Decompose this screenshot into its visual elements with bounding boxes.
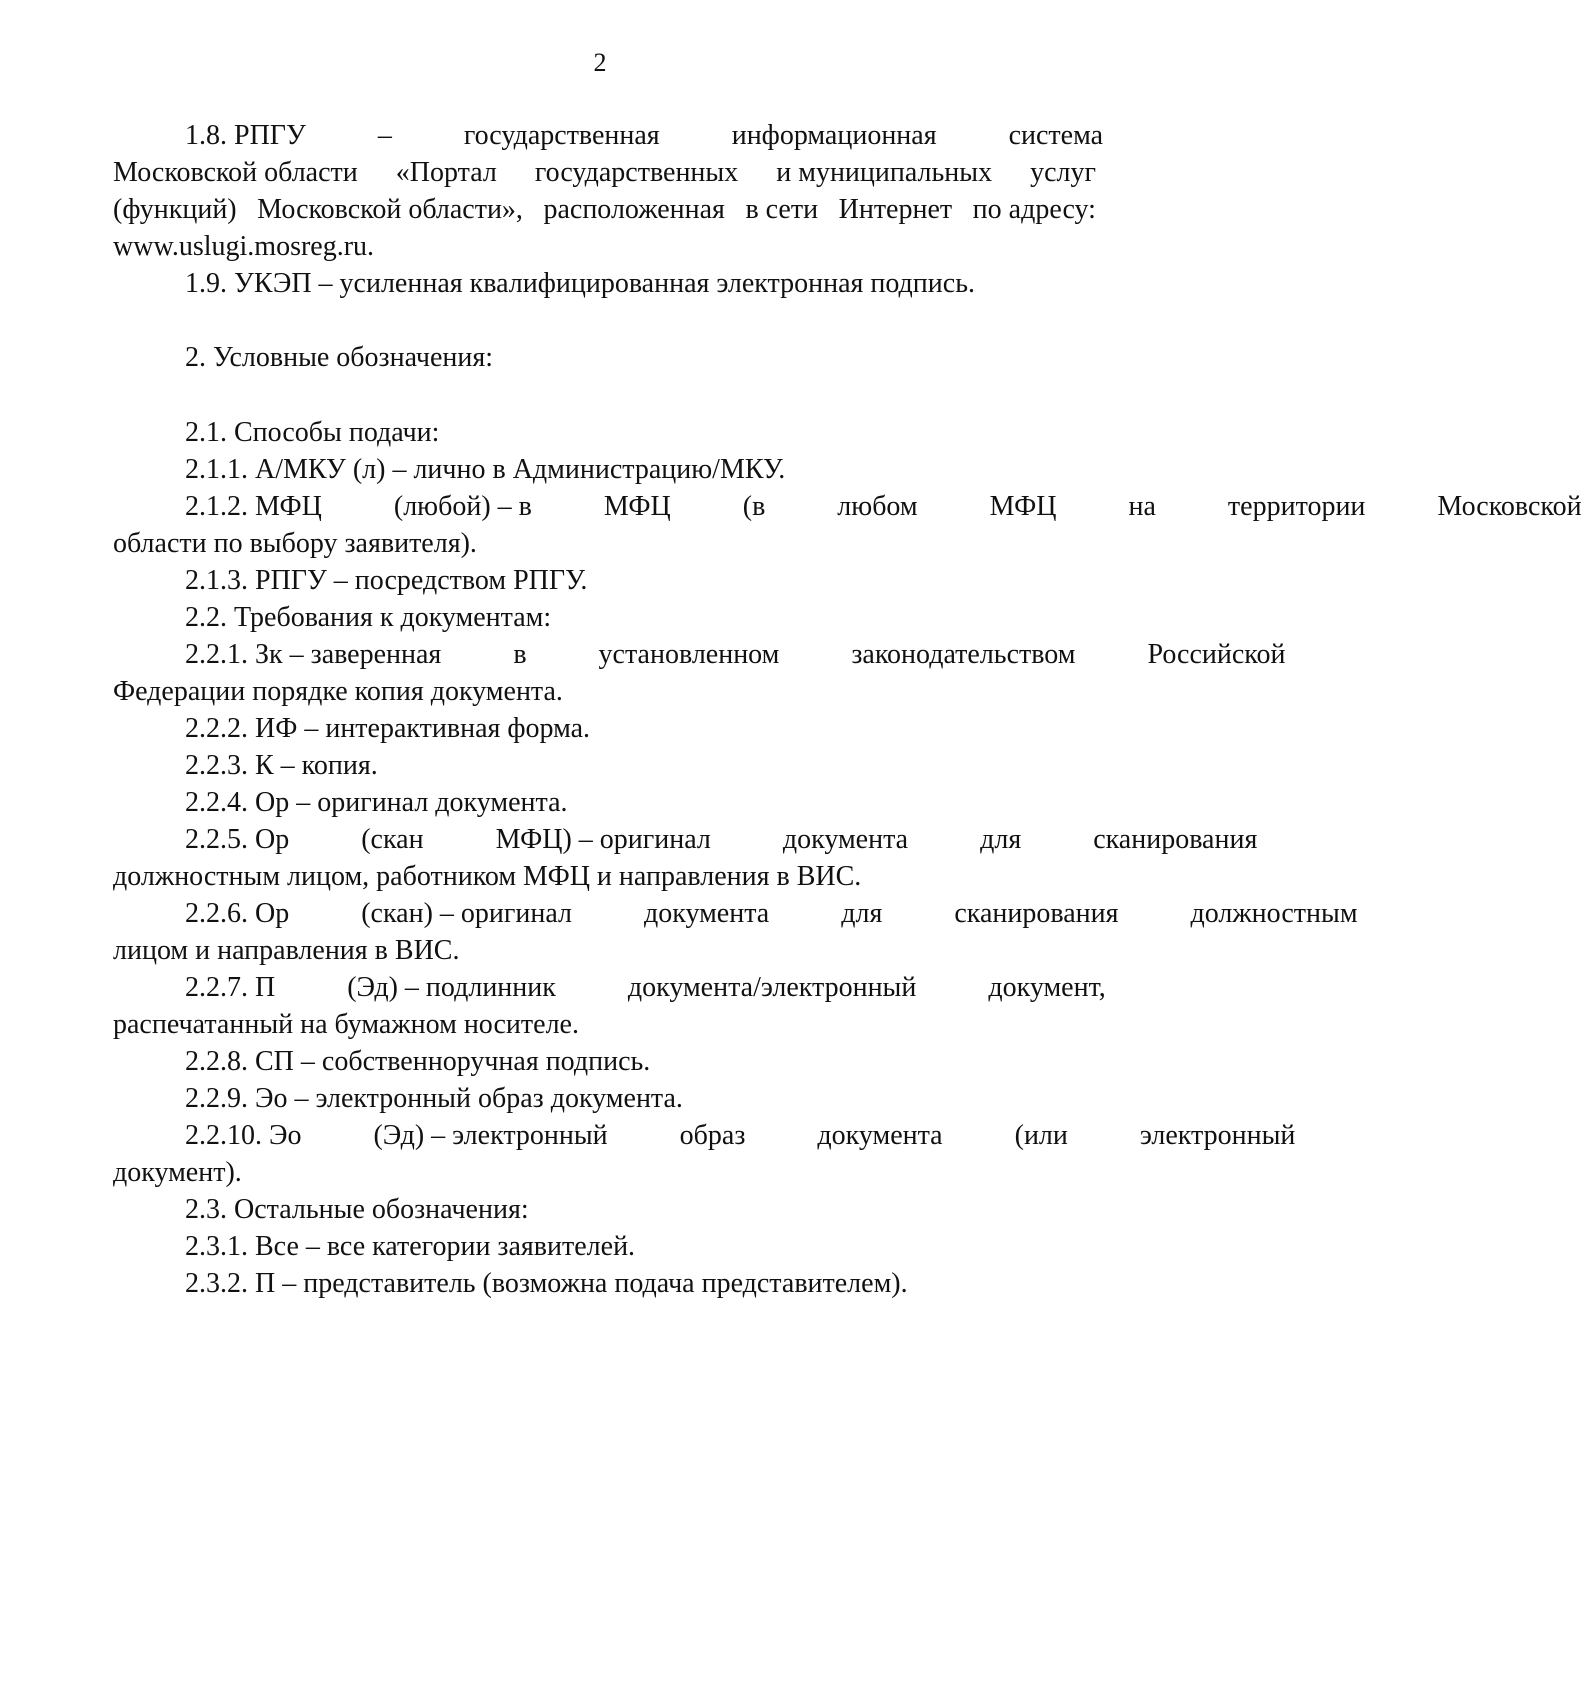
item-2-2-1-line2: Федерации порядке копия документа.: [113, 676, 563, 707]
item-2-2-7-line2: распечатанный на бумажном носителе.: [113, 1009, 579, 1040]
item-2-2-1-line1: 2.2.1. Зк – заверенная в установленном законодательством Российской: [185, 639, 1286, 670]
item-2-2-5: [113, 821, 1258, 895]
p18-line2: Московской области «Портал государственных и муниципальных услуг: [113, 157, 1096, 188]
item-2-2-6: [113, 895, 1358, 969]
item-2-2-10-line2: документ).: [113, 1157, 242, 1188]
section-2-1-heading: 2.1. Способы подачи:: [185, 417, 440, 448]
section-2-3-heading: 2.3. Остальные обозначения:: [185, 1194, 529, 1225]
item-2-1-2: [113, 488, 1582, 562]
p18-line3: (функций) Московской области», расположенная в сети Интернет по адресу:: [113, 194, 1096, 225]
item-2-3-2: 2.3.2. П – представитель (возможна подача представителем).: [185, 1268, 908, 1299]
p18-line1: 1.8. РПГУ – государственная информационная система: [185, 120, 1104, 151]
item-2-2-9: 2.2.9. Эо – электронный образ документа.: [185, 1083, 683, 1114]
item-2-2-5-line1: 2.2.5. Ор (скан МФЦ) – оригинал документа для сканирования: [185, 824, 1258, 855]
item-2-2-2: 2.2.2. ИФ – интерактивная форма.: [185, 713, 591, 744]
item-2-1-1: 2.1.1. А/МКУ (л) – лично в Администрацию/МКУ.: [185, 454, 786, 485]
item-2-2-6-line1: 2.2.6. Ор (скан) – оригинал документа для сканирования должностным: [185, 898, 1358, 929]
p18-line4: www.uslugi.mosreg.ru.: [113, 231, 375, 262]
page-number: 2: [593, 48, 607, 77]
item-2-2-1: [113, 636, 1286, 710]
item-2-1-2-line1: 2.1.2. МФЦ (любой) – в МФЦ (в любом МФЦ на территории Московской: [185, 491, 1582, 522]
item-2-2-3: 2.2.3. К – копия.: [185, 750, 378, 781]
item-2-2-10-line1: 2.2.10. Эо (Эд) – электронный образ документа (или электронный: [185, 1120, 1296, 1151]
item-2-3-1: 2.3.1. Все – все категории заявителей.: [185, 1231, 636, 1262]
item-2-2-5-line2: должностным лицом, работником МФЦ и направления в ВИС.: [113, 861, 862, 892]
paragraph-1-9: 1.9. УКЭП – усиленная квалифицированная электронная подпись.: [185, 268, 975, 299]
item-2-2-4: 2.2.4. Ор – оригинал документа.: [185, 787, 568, 818]
paragraph-1-8: [113, 117, 1104, 265]
item-2-2-7: [113, 969, 1106, 1043]
item-2-2-7-line1: 2.2.7. П (Эд) – подлинник документа/электронный документ,: [185, 972, 1106, 1003]
spacer: [113, 302, 1096, 339]
section-2-2-heading: 2.2. Требования к документам:: [185, 602, 552, 633]
item-2-2-10: [113, 1117, 1296, 1191]
section-2-heading: 2. Условные обозначения:: [185, 342, 494, 373]
item-2-2-8: 2.2.8. СП – собственноручная подпись.: [185, 1046, 651, 1077]
item-2-1-2-line2: области по выбору заявителя).: [113, 528, 477, 559]
item-2-2-6-line2: лицом и направления в ВИС.: [113, 935, 460, 966]
document-body: [113, 117, 1582, 1302]
item-2-1-3: 2.1.3. РПГУ – посредством РПГУ.: [185, 565, 588, 596]
spacer: [113, 376, 1096, 414]
